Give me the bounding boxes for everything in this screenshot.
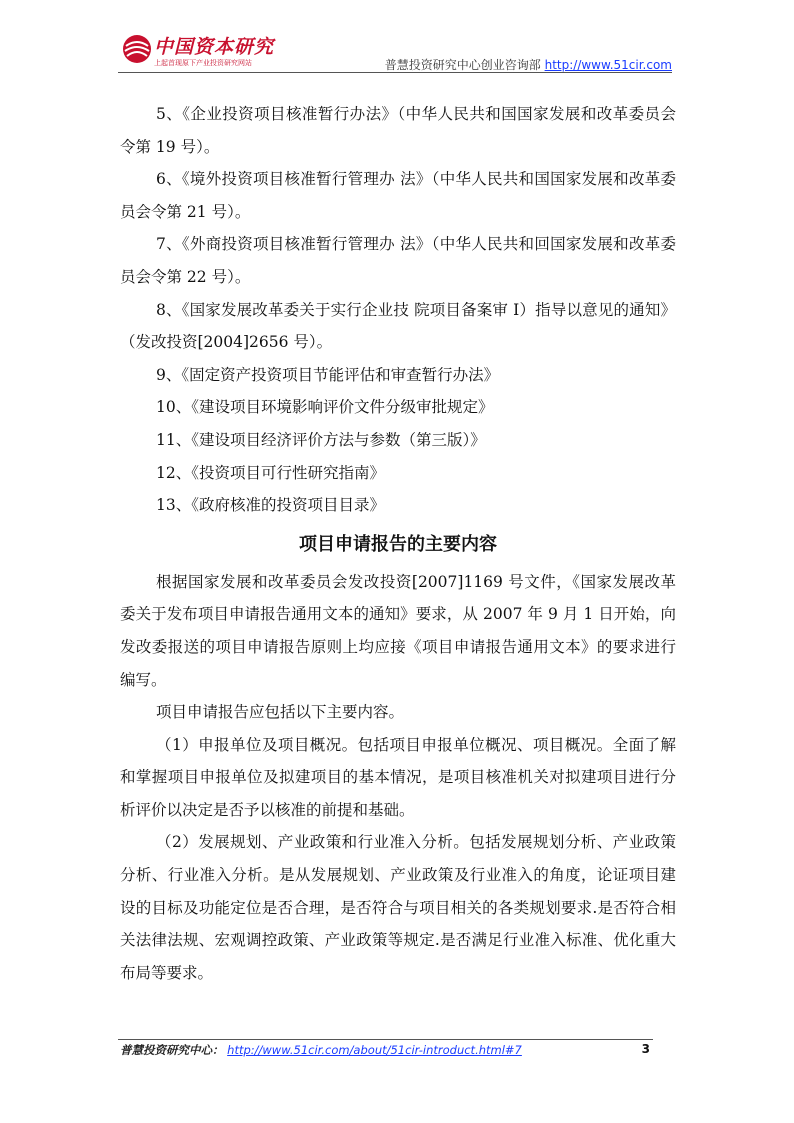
list-item-5: 5、《企业投资项目核准暂行办法》（中华人民共和国国家发展和改革委员会令第 19 号）。 (120, 105, 676, 156)
footer-divider (118, 1039, 653, 1040)
footer-label: 普慧投资研究中心： (120, 1043, 224, 1057)
list-item-8: 8、《国家发展改革委关于实行企业技 院项目备案审 I）指导以意见的通知》（发改投资[2004]2656 号）。 (120, 300, 676, 352)
logo-name: 中国资本研究 (154, 36, 275, 58)
section-title: 项目申请报告的主要内容 (299, 533, 497, 555)
paragraph-item-1: （1）申报单位及项目概况。包括项目申报单位概况、项目概况。全面了解和掌握项目申报单位及拟建项目的基本情况，是项目核准机关对拟建项目进行分析评价以决定是否予以核准的前提和基础。 (120, 735, 676, 819)
list-item-11: 11、《建设项目经济评价方法与参数（第三版）》 (156, 430, 486, 449)
logo-subtitle: 上起首现原下产业投资研究网站 (154, 59, 252, 67)
page-footer (120, 1042, 650, 1058)
list-item-7: 7、《外商投资项目核准暂行管理办 法》（中华人民共和回国家发展和改革委员会令第 22 号）。 (120, 235, 676, 286)
paragraph-item-2: （2）发展规划、产业政策和行业准入分析。包括发展规划分析、产业政策分析、行业准入分析。是从发展规划、产业政策及行业准入的角度，论证项目建设的目标及功能定位是否合理，是否符合与项目相关的各类规划要求.是否符合相关法律法规、宏观调控政策、产业政策等规定.是否满足行业准入标准、优化重大布局等要求。 (120, 833, 676, 982)
paragraph-contents: 项目申请报告应包括以下主要内容。 (156, 703, 405, 722)
document-body (120, 98, 676, 989)
page-header (118, 30, 672, 74)
list-item-9: 9、《固定资产投资项目节能评估和审查暂行办法》 (156, 365, 500, 384)
list-item-13: 13、《政府核准的投资项目目录》 (156, 496, 385, 515)
logo (118, 30, 288, 72)
header-org-text: 普慧投资研究中心创业咨询部 (384, 58, 541, 72)
list-item-6: 6、《境外投资项目核准暂行管理办 法》（中华人民共和国国家发展和改革委员会令第 21 号）。 (120, 170, 676, 221)
logo-globe-icon (122, 34, 152, 64)
header-org (385, 56, 672, 73)
list-item-12: 12、《投资项目可行性研究指南》 (156, 463, 385, 482)
list-item-10: 10、《建设项目环境影响评价文件分级审批规定》 (156, 398, 494, 417)
header-site-link[interactable]: http://www.51cir.com (544, 58, 672, 72)
footer-link[interactable]: http://www.51cir.com/about/51cir-introduct.html#7 (227, 1043, 522, 1057)
paragraph-intro: 根据国家发展和改革委员会发改投资[2007]1169 号文件，《国家发展改革委关于发布项目申请报告通用文本的通知》要求，从 2007 年 9 月 1 日开始，向发改委报送的项目申请报告原则上均应接《项目申请报告通用文本》的要求进行编写。 (120, 572, 676, 689)
page-number: 3 (641, 1042, 650, 1056)
header-divider (118, 72, 672, 73)
